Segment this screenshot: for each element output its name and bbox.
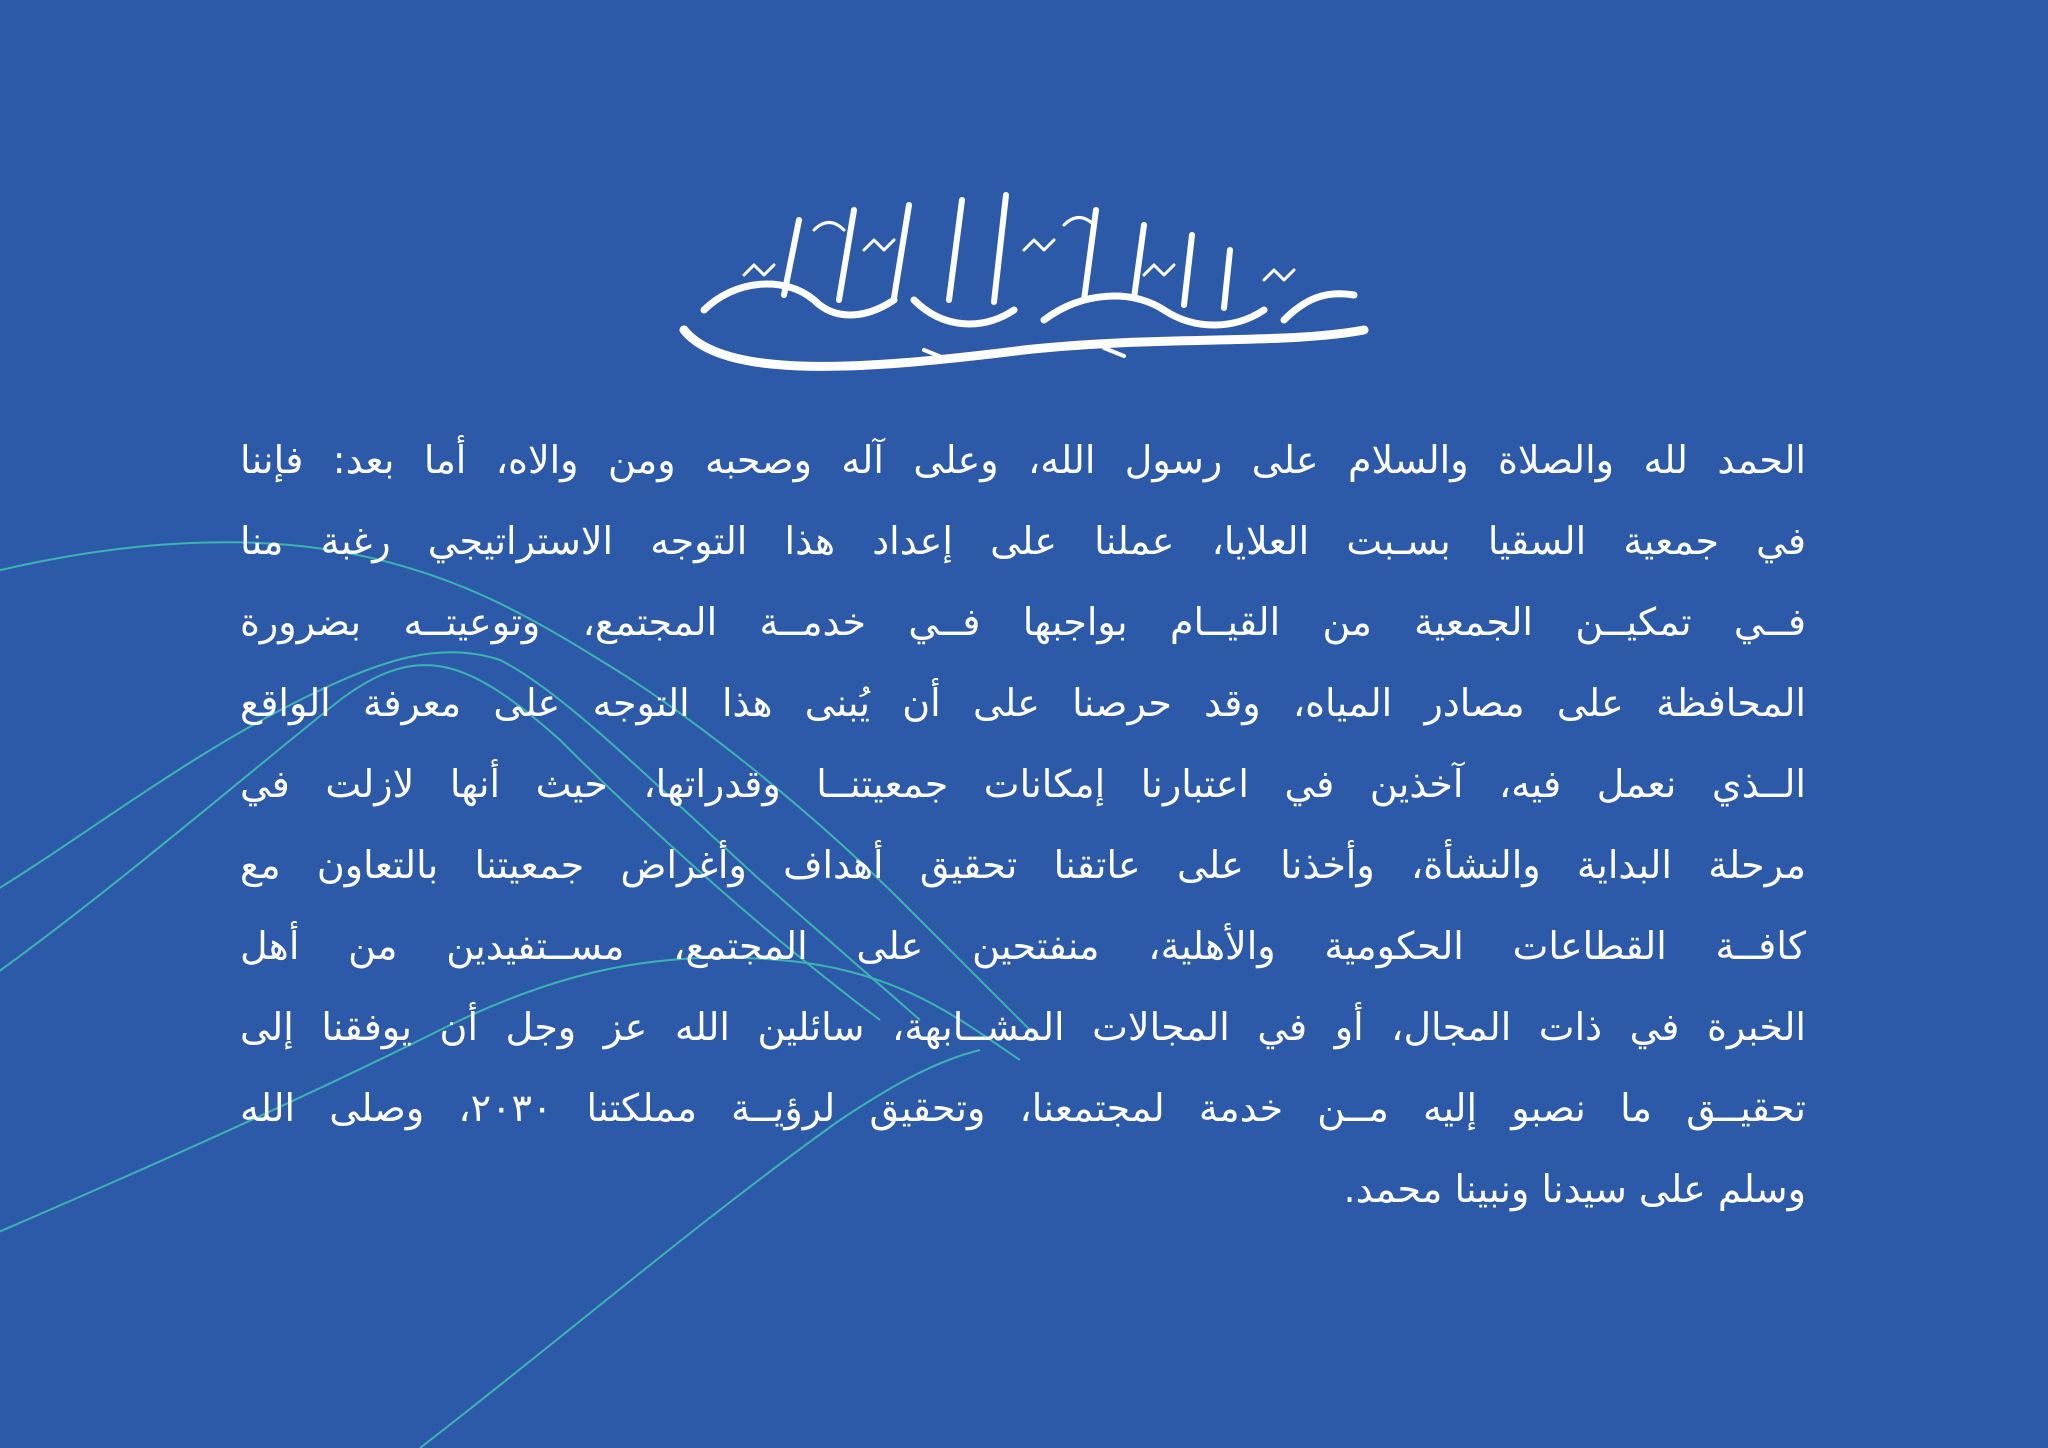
paragraph-line-last: وسلم على سيدنا ونبينا محمد. (1343, 1167, 1806, 1211)
intro-paragraph (240, 420, 1806, 1230)
paragraph-line: مرحلة البداية والنشأة، وأخذنا على عاتقنا تحقيق أهداف وأغراض جمعيتنا بالتعاون مع (240, 843, 1806, 887)
basmala-calligraphy (664, 180, 1384, 380)
paragraph-line: في جمعية السقيا بسـبت العلايا، عملنا على إعداد هذا التوجه الاستراتيجي رغبة منا (240, 519, 1806, 563)
paragraph-line: الخبرة في ذات المجال، أو في المجالات المشــابهة، سائلين الله عز وجل أن يوفقنا إلى (240, 1005, 1806, 1049)
paragraph-line: كافــة القطاعات الحكومية والأهلية، منفتحين على المجتمع، مســتفيدين من أهل (240, 924, 1806, 968)
paragraph-line: فــي تمكيــن الجمعية من القيــام بواجبها فــي خدمــة المجتمع، وتوعيتــه بضرورة (240, 600, 1806, 644)
paragraph-line: الــذي نعمل فيه، آخذين في اعتبارنا إمكانات جمعيتنــا وقدراتها، حيث أنها لازلت في (240, 762, 1806, 806)
paragraph-line: المحافظة على مصادر المياه، وقد حرصنا على أن يُبنى هذا التوجه على معرفة الواقع (240, 681, 1806, 725)
paragraph-line: تحقيــق ما نصبو إليه مــن خدمة لمجتمعنا، وتحقيق لرؤيــة مملكتنا ٢٠٣٠، وصلى الله (240, 1086, 1806, 1130)
paragraph-line: الحمد لله والصلاة والسلام على رسول الله، وعلى آله وصحبه ومن والاه، أما بعد: فإننا (240, 438, 1806, 482)
